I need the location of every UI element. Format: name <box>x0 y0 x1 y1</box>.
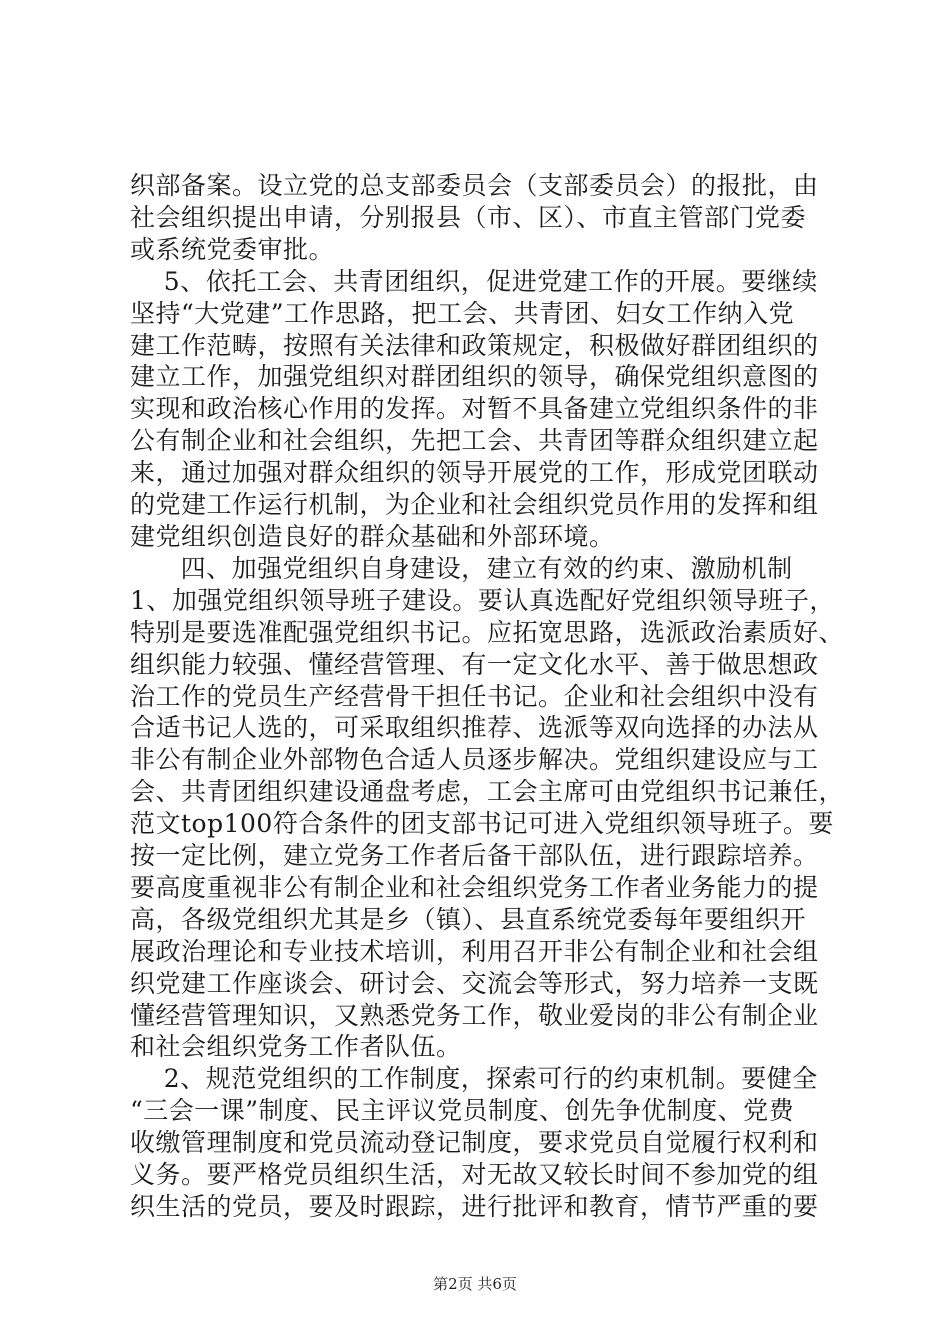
text-line: 1、加强党组织领导班子建设。要认真选配好党组织领导班子， <box>130 585 835 615</box>
text-line: 5、依托工会、共青团组织，促进党建工作的开展。要继续 <box>130 266 818 296</box>
text-line: 社会组织提出申请，分别报县（市、区）、市直主管部门党委 <box>130 202 807 232</box>
text-line: 范文top100符合条件的团支部书记可进入党组织领导班子。要 <box>130 809 834 839</box>
text-line: 坚持“大党建”工作思路，把工会、共青团、妇女工作纳入党 <box>130 298 795 328</box>
text-line: 建党组织创造良好的群众基础和外部环境。 <box>130 521 615 551</box>
text-line: 织党建工作座谈会、研讨会、交流会等形式，努力培养一支既 <box>130 968 819 998</box>
text-line: 公有制企业和社会组织，先把工会、共青团等群众组织建立起 <box>130 426 819 456</box>
text-line: 按一定比例，建立党务工作者后备干部队伍，进行跟踪培养。 <box>130 841 819 871</box>
text-line: 或系统党委审批。 <box>130 234 335 264</box>
text-line: 组织能力较强、懂经营管理、有一定文化水平、善于做思想政 <box>130 649 819 679</box>
text-line: 特别是要选准配强党组织书记。应拓宽思路，选派政治素质好、 <box>130 617 845 647</box>
text-line: 建立工作，加强党组织对群团组织的领导，确保党组织意图的 <box>130 362 819 392</box>
text-line: 高，各级党组织尤其是乡（镇）、县直系统党委每年要组织开 <box>130 904 807 934</box>
text-line: 要高度重视非公有制企业和社会组织党务工作者业务能力的提 <box>130 872 819 902</box>
text-line: 织部备案。设立党的总支部委员会（支部委员会）的报批，由 <box>130 171 819 200</box>
text-line: 展政治理论和专业技术培训，利用召开非公有制企业和社会组 <box>130 936 819 966</box>
text-line: 建工作范畴，按照有关法律和政策规定，积极做好群团组织的 <box>130 330 819 360</box>
document-body <box>130 170 845 1223</box>
text-line: 来，通过加强对群众组织的领导开展党的工作，形成党团联动 <box>130 458 819 488</box>
text-line: 和社会组织党务工作者队伍。 <box>130 1032 462 1062</box>
text-line: 非公有制企业外部物色合适人员逐步解决。党组织建设应与工 <box>130 745 819 775</box>
page-number-footer: 第2页 共6页 <box>433 1275 517 1293</box>
text-line: 收缴管理制度和党员流动登记制度，要求党员自觉履行权利和 <box>130 1128 819 1158</box>
text-line: 会、共青团组织建设通盘考虑，工会主席可由党组织书记兼任， <box>130 777 845 807</box>
text-line: 2、规范党组织的工作制度，探索可行的约束机制。要健全 <box>130 1064 818 1094</box>
text-line: 织生活的党员，要及时跟踪，进行批评和教育，情节严重的要 <box>130 1192 819 1221</box>
text-line: 治工作的党员生产经营骨干担任书记。企业和社会组织中没有 <box>130 681 819 711</box>
section-heading: 四、加强党组织自身建设，建立有效的约束、激励机制 <box>130 553 793 583</box>
text-line: 的党建工作运行机制，为企业和社会组织党员作用的发挥和组 <box>130 490 819 520</box>
text-line: 懂经营管理知识，又熟悉党务工作，敬业爱岗的非公有制企业 <box>130 1000 819 1030</box>
text-line: “三会一课”制度、民主评议党员制度、创先争优制度、党费 <box>130 1096 795 1126</box>
text-line: 实现和政治核心作用的发挥。对暂不具备建立党组织条件的非 <box>130 394 819 424</box>
text-line: 义务。要严格党员组织生活，对无故又较长时间不参加党的组 <box>130 1160 819 1190</box>
text-line: 合适书记人选的，可采取组织推荐、选派等双向选择的办法从 <box>130 713 819 743</box>
